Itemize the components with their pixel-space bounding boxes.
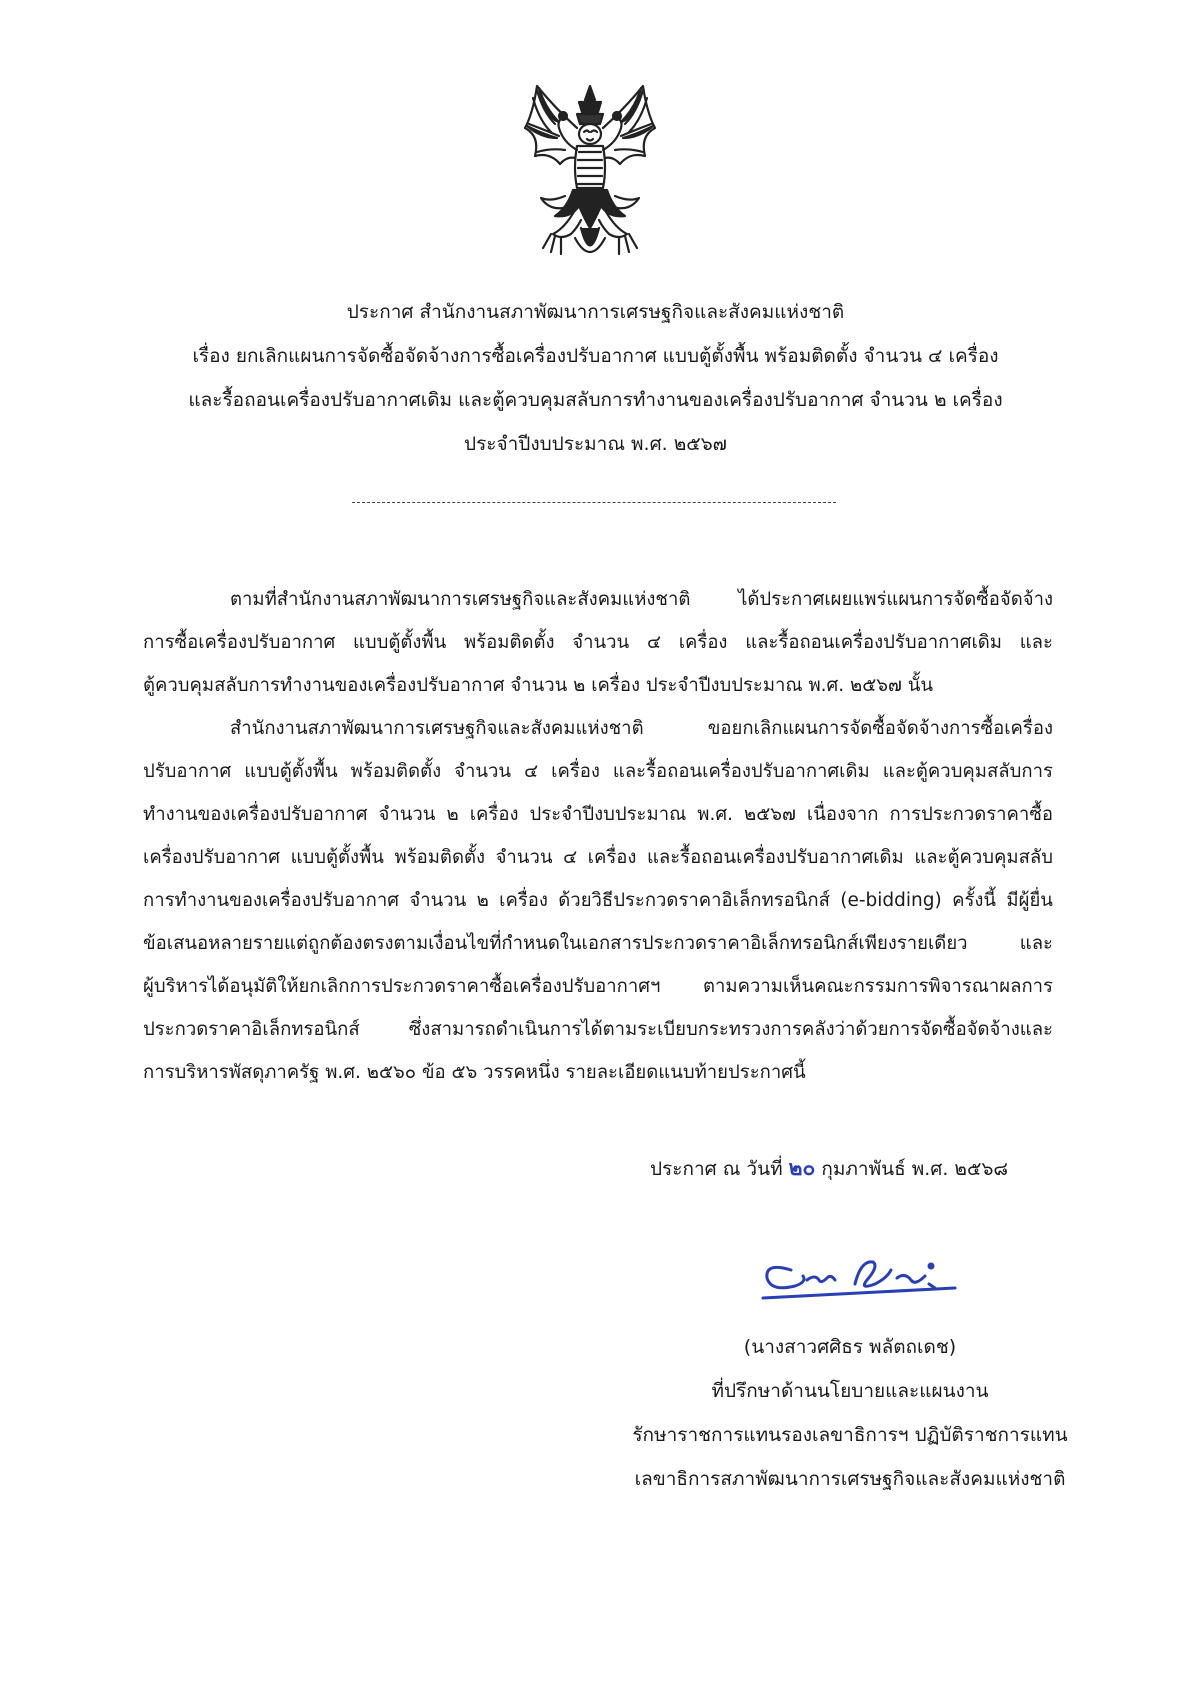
- announcement-date: [650, 1152, 1008, 1185]
- body-line: ทำงานของเครื่องปรับอากาศ จำนวน ๒ เครื่อง ประจำปีงบประมาณ พ.ศ. ๒๕๖๗ เนื่องจาก การประกวดราคาซื้อ: [143, 804, 1053, 825]
- title-line-4: ประจำปีงบประมาณ พ.ศ. ๒๕๖๗: [464, 433, 727, 455]
- body-line: ผู้บริหารได้อนุมัติให้ยกเลิกการประกวดราคาซื้อเครื่องปรับอากาศฯ ตามความเห็นคณะกรรมการพิจารณาผลการ: [143, 976, 1053, 997]
- dashed-divider: [352, 502, 836, 503]
- body-line: การทำงานของเครื่องปรับอากาศ จำนวน ๒ เครื่อง ด้วยวิธีประกวดราคาอิเล็กทรอนิกส์ (e-bidding) ครั้งนี้ มีผู้ยื่น: [143, 890, 1053, 911]
- body-line: สำนักงานสภาพัฒนาการเศรษฐกิจและสังคมแห่งชาติ ขอยกเลิกแผนการจัดซื้อจัดจ้างการซื้อเครื่อง: [230, 718, 1053, 739]
- date-day: ๒๐: [788, 1156, 816, 1180]
- handwritten-signature: [755, 1240, 960, 1310]
- signer-position-1: ที่ปรึกษาด้านนโยบายและแผนงาน: [711, 1380, 989, 1402]
- signer-position-2: รักษาราชการแทนรองเลขาธิการฯ ปฏิบัติราชการแทน: [632, 1424, 1068, 1446]
- body-line: ตู้ควบคุมสลับการทำงานของเครื่องปรับอากาศ จำนวน ๒ เครื่อง ประจำปีงบประมาณ พ.ศ. ๒๕๖๗ นั้น: [143, 675, 934, 696]
- body-line: เครื่องปรับอากาศ แบบตู้ตั้งพื้น พร้อมติดตั้ง จำนวน ๔ เครื่อง และรื้อถอนเครื่องปรับอากาศเดิม และตู้ควบคุมสลับ: [143, 847, 1053, 868]
- paragraph-1: [143, 578, 1053, 707]
- signer-block: [610, 1325, 1090, 1501]
- body-line: การซื้อเครื่องปรับอากาศ แบบตู้ตั้งพื้น พร้อมติดตั้ง จำนวน ๔ เครื่อง และรื้อถอนเครื่องปรับอากาศเดิม และ: [143, 632, 1053, 653]
- title-line-2: เรื่อง ยกเลิกแผนการจัดซื้อจัดจ้างการซื้อเครื่องปรับอากาศ แบบตู้ตั้งพื้น พร้อมติดตั้ง จำนวน ๔ เครื่อง: [192, 345, 999, 367]
- announcement-title: [110, 290, 1081, 466]
- title-line-1: ประกาศ สำนักงานสภาพัฒนาการเศรษฐกิจและสังคมแห่งชาติ: [346, 301, 845, 323]
- paragraph-2: [143, 707, 1053, 1094]
- body-line: การบริหารพัสดุภาครัฐ พ.ศ. ๒๕๖๐ ข้อ ๕๖ วรรคหนึ่ง รายละเอียดแนบท้ายประกาศนี้: [143, 1062, 806, 1083]
- signer-position-3: เลขาธิการสภาพัฒนาการเศรษฐกิจและสังคมแห่งชาติ: [634, 1468, 1066, 1490]
- body-line: ข้อเสนอหลายรายแต่ถูกต้องตรงตามเงื่อนไขที่กำหนดในเอกสารประกวดราคาอิเล็กทรอนิกส์เพียงรายเดียว และ: [143, 933, 1053, 954]
- body-line: ตามที่สำนักงานสภาพัฒนาการเศรษฐกิจและสังคมแห่งชาติ ได้ประกาศเผยแพร่แผนการจัดซื้อจัดจ้าง: [230, 589, 1053, 610]
- body-line: ปรับอากาศ แบบตู้ตั้งพื้น พร้อมติดตั้ง จำนวน ๔ เครื่อง และรื้อถอนเครื่องปรับอากาศเดิม และตู้ควบคุมสลับการ: [143, 761, 1053, 782]
- body-line: ประกวดราคาอิเล็กทรอนิกส์ ซึ่งสามารถดำเนินการได้ตามระเบียบกระทรวงการคลังว่าด้วยการจัดซื้อจัดจ้างและ: [143, 1019, 1053, 1040]
- title-line-3: และรื้อถอนเครื่องปรับอากาศเดิม และตู้ควบคุมสลับการทำงานของเครื่องปรับอากาศ จำนวน ๒ เครื่อง: [188, 389, 1003, 411]
- date-rest: กุมภาพันธ์ พ.ศ. ๒๕๖๘: [821, 1158, 1009, 1180]
- announcement-body: [143, 578, 1053, 1094]
- signer-name: (นางสาวศศิธร พลัตถเดช): [743, 1336, 957, 1358]
- garuda-emblem-icon: [515, 78, 665, 268]
- date-prefix: ประกาศ ณ วันที่: [650, 1158, 783, 1180]
